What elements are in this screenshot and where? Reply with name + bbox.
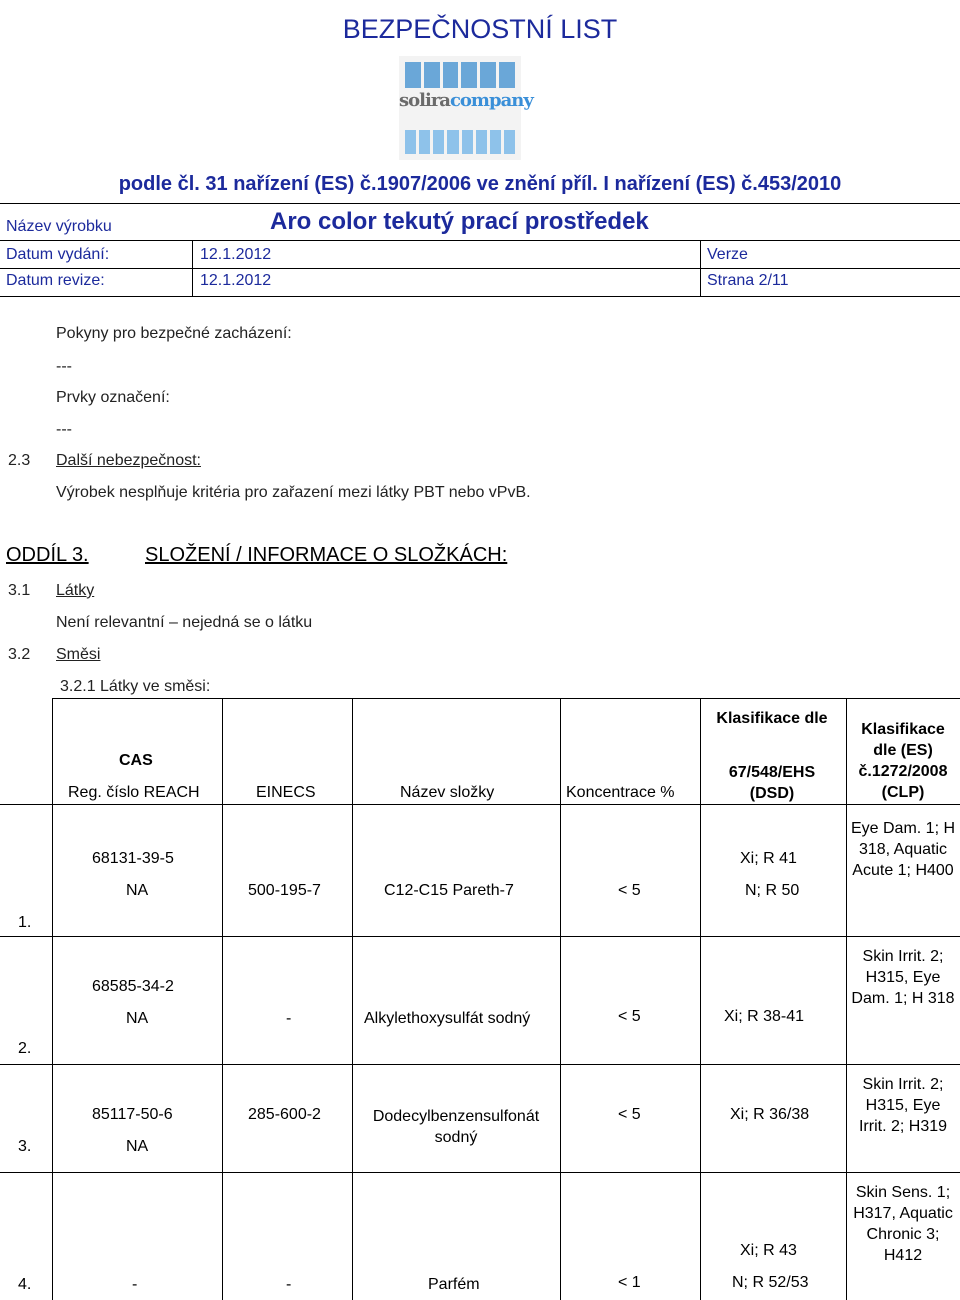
section3-number: ODDÍL 3. — [6, 544, 89, 566]
header-reach: Reg. číslo REACH — [68, 784, 200, 801]
row4-concentration: < 1 — [618, 1274, 641, 1291]
s31-label: Látky — [56, 582, 95, 599]
header-name: Název složky — [400, 784, 495, 801]
row1-dsd-1: Xi; R 41 — [740, 850, 797, 867]
row2-reach: NA — [126, 1010, 149, 1027]
row3-dsd-1: Xi; R 36/38 — [730, 1106, 810, 1123]
row1-clp: Eye Dam. 1; H 318, Aquatic Acute 1; H400 — [850, 820, 956, 879]
row4-cas: - — [132, 1276, 138, 1293]
row2-number: 2. — [18, 1040, 32, 1057]
hazards-label: Další nebezpečnost: — [56, 452, 201, 469]
row3-name: Dodecylbenzensulfonát sodný — [372, 1108, 540, 1146]
s31-text: Není relevantní – nejedná se o látku — [56, 614, 313, 631]
elements-label: Prvky označení: — [56, 389, 170, 406]
hazards-number: 2.3 — [8, 452, 31, 469]
row2-clp: Skin Irrit. 2; H315, Eye Dam. 1; H 318 — [851, 948, 955, 1007]
row1-reach: NA — [126, 882, 149, 899]
row3-concentration: < 5 — [618, 1106, 641, 1123]
row4-einecs: - — [286, 1276, 292, 1293]
revision-date: 12.1.2012 — [200, 272, 272, 289]
row3-number: 3. — [18, 1138, 32, 1155]
row4-dsd-2: N; R 52/53 — [732, 1274, 809, 1291]
row4-dsd-1: Xi; R 43 — [740, 1242, 797, 1259]
product-name: Aro color tekutý prací prostředek — [270, 208, 649, 235]
s32-label: Směsi — [56, 646, 101, 663]
handling-value: --- — [56, 358, 72, 375]
row1-concentration: < 5 — [618, 882, 641, 899]
issue-date-label: Datum vydání: — [6, 246, 110, 263]
s321-label: 3.2.1 Látky ve směsi: — [60, 678, 211, 695]
header-clp: Klasifikace dle (ES) č.1272/2008 (CLP) — [858, 721, 948, 801]
revision-date-label: Datum revize: — [6, 272, 105, 289]
header-einecs: EINECS — [256, 784, 316, 801]
company-logo: soliracompany — [399, 56, 521, 160]
page-number: Strana 2/11 — [707, 272, 789, 289]
row1-dsd-2: N; R 50 — [745, 882, 800, 899]
row3-einecs: 285-600-2 — [248, 1106, 321, 1123]
header-concentration: Koncentrace % — [566, 784, 675, 801]
row2-name: Alkylethoxysulfát sodný — [364, 1010, 531, 1027]
row3-cas: 85117-50-6 — [92, 1106, 173, 1123]
header-dsd-1: Klasifikace dle — [716, 710, 828, 727]
row2-concentration: < 5 — [618, 1008, 641, 1025]
elements-value: --- — [56, 421, 72, 438]
hazards-text: Výrobek nesplňuje kritéria pro zařazení mezi látky PBT nebo vPvB. — [56, 484, 531, 501]
row4-name: Parfém — [428, 1276, 480, 1293]
row1-number: 1. — [18, 914, 32, 931]
row4-number: 4. — [18, 1276, 32, 1293]
row4-clp: Skin Sens. 1; H317, Aquatic Chronic 3; H412 — [853, 1184, 953, 1264]
regulation-line: podle čl. 31 nařízení (ES) č.1907/2006 ve znění příl. I nařízení (ES) č.453/2010 — [118, 173, 842, 195]
issue-date: 12.1.2012 — [200, 246, 272, 263]
row1-einecs: 500-195-7 — [248, 882, 321, 899]
row1-cas: 68131-39-5 — [92, 850, 174, 867]
row2-cas: 68585-34-2 — [92, 978, 174, 995]
s31-number: 3.1 — [8, 582, 31, 599]
handling-label: Pokyny pro bezpečné zacházení: — [56, 325, 292, 342]
header-cas: CAS — [119, 752, 153, 769]
row3-reach: NA — [126, 1138, 149, 1155]
s32-number: 3.2 — [8, 646, 31, 663]
row2-dsd-1: Xi; R 38-41 — [724, 1008, 805, 1025]
header-dsd-2: 67/548/EHS (DSD) — [728, 764, 816, 802]
section3-title: SLOŽENÍ / INFORMACE O SLOŽKÁCH: — [145, 544, 508, 566]
version-label: Verze — [707, 246, 748, 263]
row1-name: C12-C15 Pareth-7 — [384, 882, 514, 899]
product-label: Název výrobku — [6, 218, 112, 235]
document-title: BEZPEČNOSTNÍ LIST — [342, 14, 618, 44]
row3-clp: Skin Irrit. 2; H315, Eye Irrit. 2; H319 — [858, 1076, 948, 1135]
row2-einecs: - — [286, 1010, 292, 1027]
